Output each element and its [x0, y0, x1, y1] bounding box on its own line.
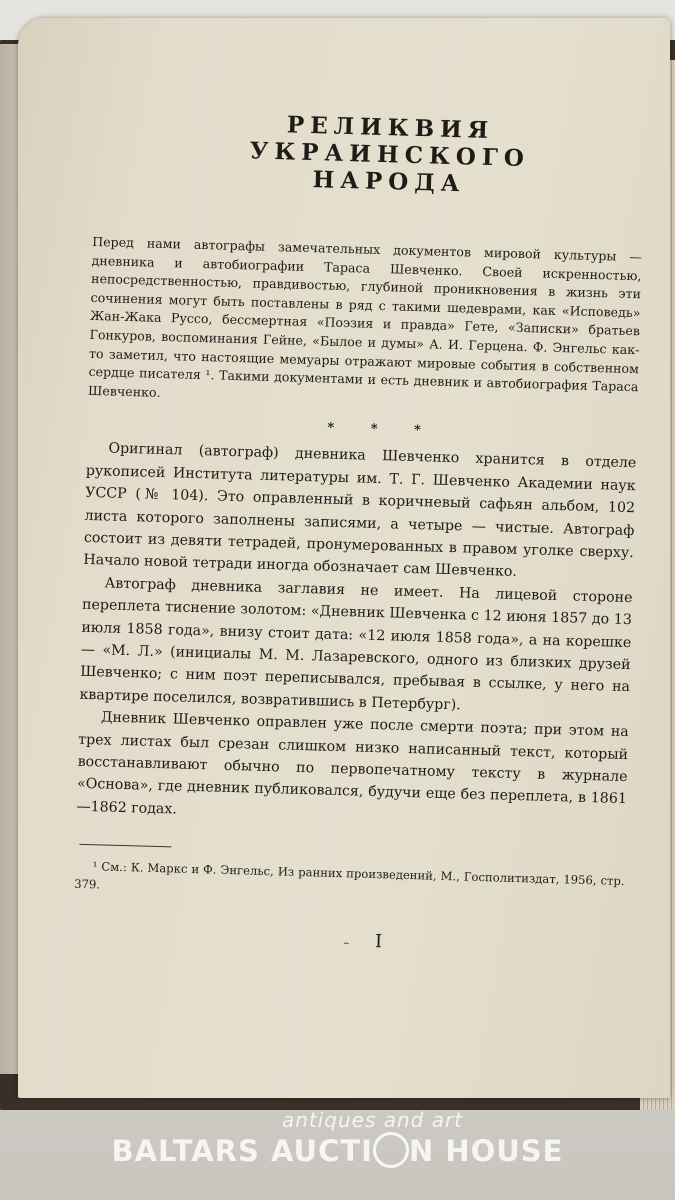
body-paragraph-2: Автограф дневника заглавия не имеет. На лицевой стороне переплета тиснение золотом: «Дневник Шевченка с 12 июня 1857 до 13 июля 1858 года», внизу стоит дата: «12 июля 1858 года», а на корешке — «М. Л.» (инициалы М. М. Лазаревского, одного из близких друзей Шевченко; с ним поэт переписывался, пребывая в ссылке, у него на квартире поселился, возвратившись в Петербург).: [79, 575, 633, 714]
footnote: ¹ См.: К. Маркс и Ф. Энгельс, Из ранних произведений, М., Госполитиздат, 1956, стр. 379.: [74, 859, 625, 892]
title-line-3: НАРОДА: [312, 166, 466, 198]
intro-paragraph: Перед нами автографы замечательных документов мировой культуры — дневника и автобиографии Тараса Шевченко. Своей искренностью, непосредственностью, правдивостью, глубиной проникновения в жизнь эти сочинения могут быть поставлены в ряд с такими шедеврами, как «Исповедь» Жан-Жака Руссо, бессмертная «Поэзия и правда» Гете, «Записки» братьев Гонкуров, воспоминания Гейне, «Былое и думы» А. И. Герцена. Ф. Энгельс как-то заметил, что настоящие мемуары отражают мировые события в собственном сердце писателя ¹. Такими документами и есть дневник и автобиография Тараса Шевченко.: [87, 233, 643, 400]
page-content: [73, 106, 646, 959]
body-paragraph-3: Дневник Шевченко оправлен уже после смерти поэта; при этом на трех листах был срезан слишком низко написанный текст, который восстанавливают обычно по первопечатному тексту в журнале «Основа», где дневник публиковался, будучи еще без переплета, в 1861—1862 годах.: [76, 709, 629, 818]
watermark-brand-part2: N HOUSE: [408, 1134, 564, 1168]
title-line-2: УКРАИНСКОГО: [249, 137, 531, 173]
gavel-icon: [373, 1132, 409, 1168]
watermark-tagline: antiques and art: [281, 1108, 464, 1132]
watermark-brand-part1: BALTARS AUCTI: [111, 1134, 373, 1168]
title-line-1: РЕЛИКВИЯ: [286, 111, 495, 145]
book-page: [18, 18, 670, 1098]
watermark-brand: [0, 1134, 675, 1171]
auction-watermark: [0, 1108, 675, 1171]
page-number-value: I: [374, 931, 383, 953]
page-title: [94, 106, 646, 202]
section-separator: * * *: [327, 420, 437, 439]
body-paragraph-1: Оригинал (автограф) дневника Шевченко хранится в отделе рукописей Института литературы им. Т. Г. Шевченко Академии наук УССР (№ 104). Это оправленный в коричневый сафьян альбом, 102 листа которого заполнены записями, а четыре — чистые. Автограф состоит из девяти тетрадей, пронумерованных в правом уголке сверху. Начало новой тетради иногда обозначает сам Шевченко.: [83, 440, 637, 581]
footnote-divider: [79, 844, 171, 848]
page-number-dash: –: [343, 935, 350, 950]
page-number: [73, 923, 623, 959]
